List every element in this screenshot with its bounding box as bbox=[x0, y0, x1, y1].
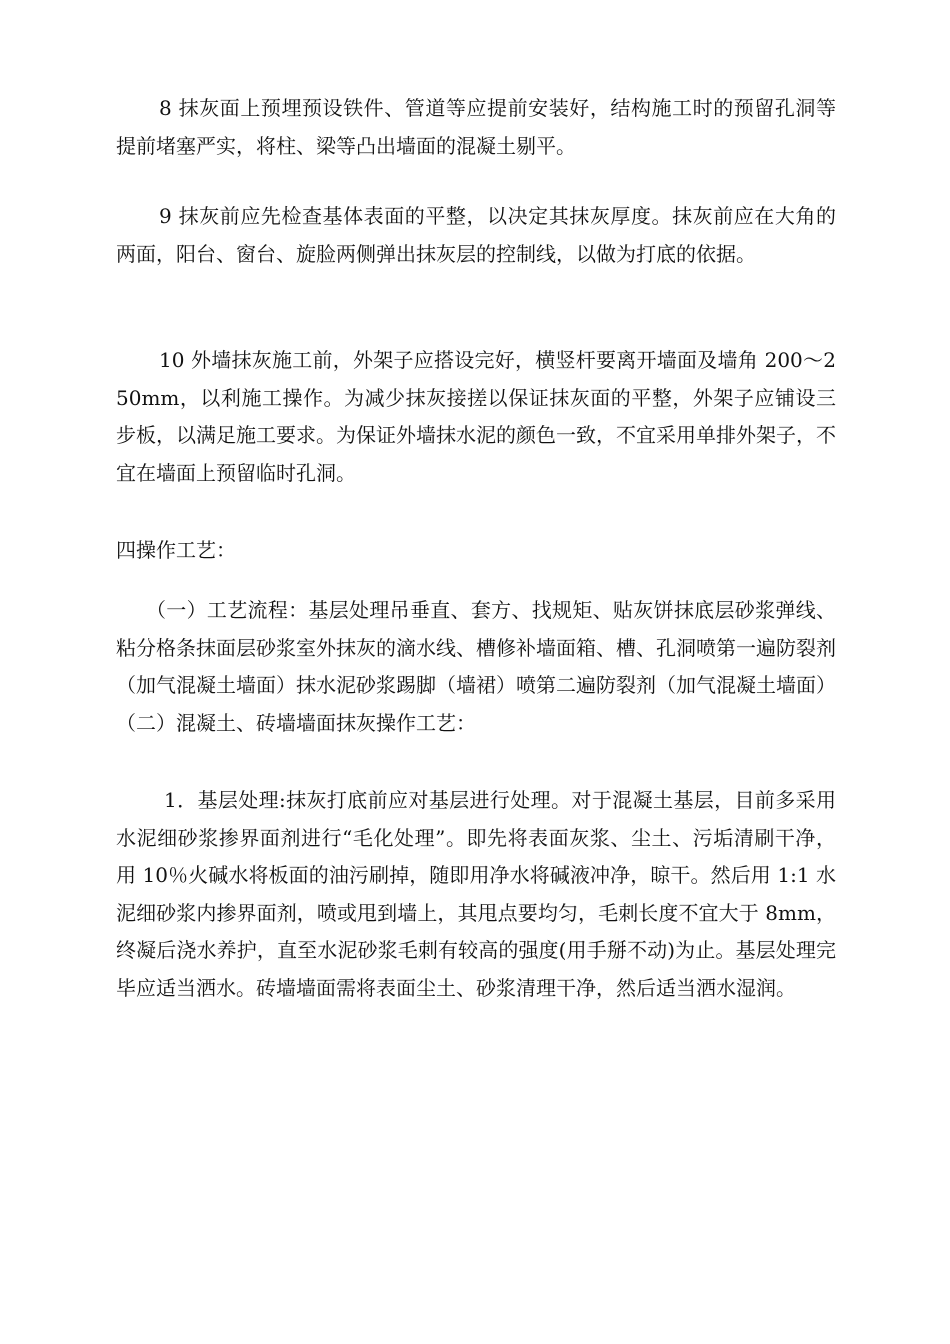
paragraph-item-9: 9 抹灰前应先检查基体表面的平整，以决定其抹灰厚度。抹灰前应在大角的两面，阳台、窗台、旋脸两侧弹出抹灰层的控制线，以做为打底的依据。 bbox=[116, 204, 836, 266]
section-heading-operation-process: 四操作工艺： bbox=[116, 538, 236, 562]
paragraph-base-treatment: 1．基层处理:抹灰打底前应对基层进行处理。对于混凝土基层，目前多采用水泥细砂浆掺界面剂进行“毛化处理”。即先将表面灰浆、尘土、污垢清刷干净，用 10％火碱水将板面的油污刷掉，随即用净水将碱液冲净，晾干。然后用 1:1 水泥细砂浆内掺界面剂，喷或甩到墙上，其甩点要均匀，毛刺长度不宜大于 8mm，终凝后浇水养护，直至水泥砂浆毛刺有较高的强度(用手掰不动)为止。基层处理完毕应适当洒水。砖墙墙面需将表面尘土、砂浆清理干净，然后适当洒水湿润。 bbox=[116, 788, 836, 1000]
paragraph-item-10: 10 外墙抹灰施工前，外架子应搭设完好，横竖杆要离开墙面及墙角 200～250mm，以利施工操作。为减少抹灰接搓以保证抹灰面的平整，外架子应铺设三步板，以满足施工要求。为保证外墙抹水泥的颜色一致，不宜采用单排外架子，不宜在墙面上预留临时孔洞。 bbox=[116, 348, 836, 485]
paragraph-item-8: 8 抹灰面上预埋预设铁件、管道等应提前安装好，结构施工时的预留孔洞等提前堵塞严实，将柱、梁等凸出墙面的混凝土剔平。 bbox=[116, 96, 836, 158]
paragraph-process-flow: （一）工艺流程：基层处理吊垂直、套方、找规矩、贴灰饼抹底层砂浆弹线、粘分格条抹面层砂浆室外抹灰的滴水线、槽修补墙面箱、槽、孔洞喷第一遍防裂剂（加气混凝土墙面）抹水泥砂浆踢脚（墙裙）喷第二遍防裂剂（加气混凝土墙面）（二）混凝土、砖墙墙面抹灰操作工艺： bbox=[116, 598, 836, 735]
